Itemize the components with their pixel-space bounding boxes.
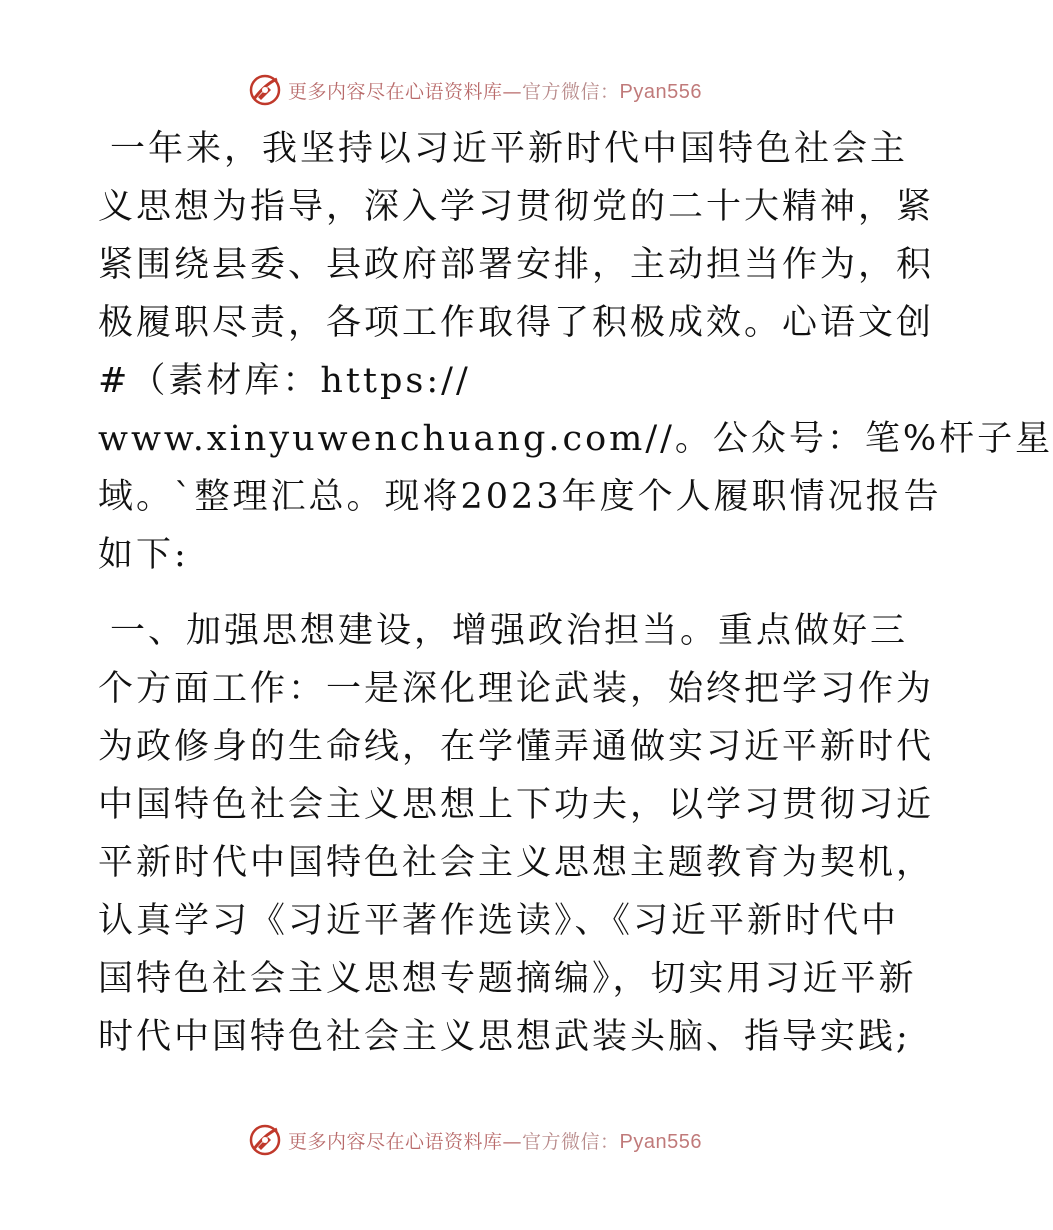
text-line: 一年来，我坚持以习近平新时代中国特色社会主	[110, 129, 909, 169]
watermark-brand: 更多内容尽在心语资料库	[288, 1130, 503, 1153]
watermark-wechat-id: Pyan556	[619, 80, 702, 103]
pen-logo-icon	[248, 73, 282, 107]
text-line: 如下:	[98, 535, 189, 575]
watermark-wechat-id: Pyan556	[619, 1130, 702, 1153]
watermark-dash: —	[502, 1130, 523, 1153]
text-line: #（素材库：https://	[98, 361, 471, 401]
text-line: 时代中国特色社会主义思想武装头脑、指导实践;	[98, 1017, 911, 1057]
text-line: 认真学习《习近平著作选读》、《习近平新时代中	[98, 901, 900, 941]
paragraph-intro	[98, 120, 1053, 584]
footer-watermark	[0, 1120, 950, 1160]
text-line: 平新时代中国特色社会主义思想主题教育为契机，	[98, 843, 935, 883]
watermark-dash: —	[502, 80, 523, 103]
document-body	[98, 120, 1053, 1066]
text-line: 个方面工作：一是深化理论武装，始终把学习作为	[98, 669, 935, 709]
watermark-text	[288, 1127, 702, 1154]
watermark-official: 官方微信：	[522, 80, 620, 103]
text-line: 一、加强思想建设，增强政治担当。重点做好三	[110, 611, 909, 651]
watermark-official: 官方微信：	[522, 1130, 620, 1153]
watermark-text	[288, 77, 702, 104]
watermark-brand: 更多内容尽在心语资料库	[288, 80, 503, 103]
text-line: 域。`整理汇总。现将2023年度个人履职情况报告	[98, 477, 942, 517]
text-line: 紧围绕县委、县政府部署安排，主动担当作为，积	[98, 245, 935, 285]
text-line: 中国特色社会主义思想上下功夫，以学习贯彻习近	[98, 785, 935, 825]
pen-logo-icon	[248, 1123, 282, 1157]
text-line: 极履职尽责，各项工作取得了积极成效。心语文创	[98, 303, 935, 343]
text-line: www.xinyuwenchuang.com//。公众号：笔%杆子星	[98, 419, 1053, 459]
text-line: 为政修身的生命线，在学懂弄通做实习近平新时代	[98, 727, 935, 767]
header-watermark	[0, 70, 950, 110]
text-line: 义思想为指导，深入学习贯彻党的二十大精神，紧	[98, 187, 935, 227]
paragraph-section-one	[98, 602, 935, 1066]
text-line: 国特色社会主义思想专题摘编》，切实用习近平新	[98, 959, 917, 999]
